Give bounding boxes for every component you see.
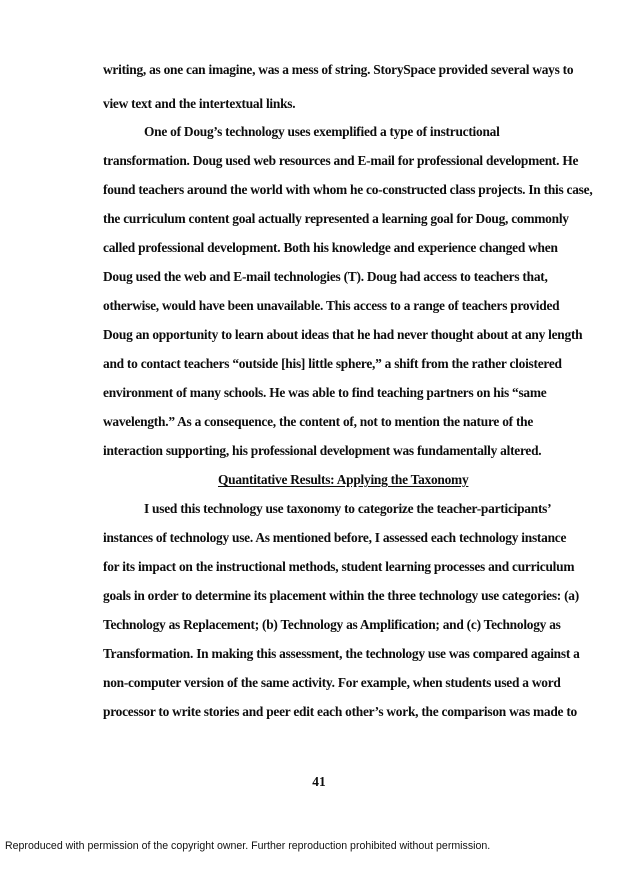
text-line: called professional development. Both his knowledge and experience changed when — [103, 240, 558, 255]
text-line: for its impact on the instructional methods, student learning processes and curriculum — [103, 559, 575, 574]
text-line: Transformation. In making this assessment, the technology use was compared against a — [103, 646, 580, 661]
text-line: Doug used the web and E-mail technologies (T). Doug had access to teachers that, — [103, 269, 548, 284]
text-line: and to contact teachers “outside [his] little sphere,” a shift from the rather cloistered — [103, 356, 562, 371]
text-line: interaction supporting, his professional development was fundamentally altered. — [103, 443, 542, 458]
text-line: found teachers around the world with whom he co-constructed class projects. In this case, — [103, 182, 593, 197]
page-number: 41 — [312, 774, 326, 789]
text-line: wavelength.” As a consequence, the content of, not to mention the nature of the — [103, 414, 534, 429]
section-heading: Quantitative Results: Applying the Taxonomy — [218, 472, 469, 487]
text-line: goals in order to determine its placement within the three technology use categories: (a) — [103, 588, 579, 603]
text-line: view text and the intertextual links. — [103, 96, 296, 111]
text-line: non-computer version of the same activity. For example, when students used a word — [103, 675, 561, 690]
text-line: otherwise, would have been unavailable. This access to a range of teachers provided — [103, 298, 560, 313]
text-line: Doug an opportunity to learn about ideas that he had never thought about at any length — [103, 327, 583, 342]
text-line: Technology as Replacement; (b) Technology as Amplification; and (c) Technology as — [103, 617, 561, 632]
text-line: I used this technology use taxonomy to categorize the teacher-participants’ — [144, 501, 552, 516]
text-line: writing, as one can imagine, was a mess of string. StorySpace provided several ways to — [103, 62, 574, 77]
text-line: the curriculum content goal actually represented a learning goal for Doug, commonly — [103, 211, 569, 226]
reproduction-notice: Reproduced with permission of the copyright owner. Further reproduction prohibited without permission. — [5, 840, 491, 852]
text-line: environment of many schools. He was able to find teaching partners on his “same — [103, 385, 547, 400]
text-line: One of Doug’s technology uses exemplified a type of instructional — [144, 124, 500, 139]
text-line: processor to write stories and peer edit each other’s work, the comparison was made to — [103, 704, 577, 719]
text-line: transformation. Doug used web resources and E-mail for professional development. He — [103, 153, 579, 168]
text-line: instances of technology use. As mentioned before, I assessed each technology instance — [103, 530, 567, 545]
